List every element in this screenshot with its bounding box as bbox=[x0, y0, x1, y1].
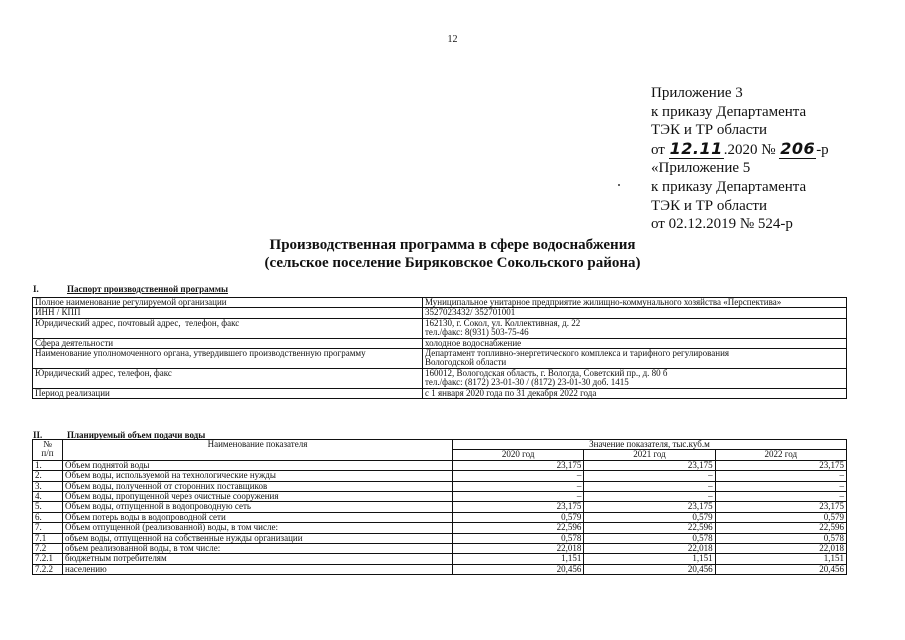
passport-field-value: холодное водоснабжение bbox=[423, 338, 847, 348]
row-number: 6. bbox=[33, 512, 63, 522]
passport-row bbox=[33, 308, 847, 318]
passport-field-label: Период реализации bbox=[33, 388, 423, 398]
order-prefix: от bbox=[651, 141, 665, 158]
value-2020: 23,175 bbox=[453, 502, 584, 512]
passport-row bbox=[33, 349, 847, 369]
water-volume-table bbox=[32, 439, 847, 575]
table-row bbox=[33, 533, 847, 543]
value-2020: 0,578 bbox=[453, 533, 584, 543]
value-2022: 0,579 bbox=[715, 512, 846, 522]
value-2020: 1,151 bbox=[453, 554, 584, 564]
value-2021: – bbox=[584, 492, 715, 502]
passport-row bbox=[33, 368, 847, 388]
section-number: I. bbox=[33, 284, 39, 294]
passport-field-value: 162130, г. Сокол, ул. Коллективная, д. 22 тел./факс: 8(931) 503-75-46 bbox=[423, 318, 847, 338]
value-2021: 1,151 bbox=[584, 554, 715, 564]
value-2022: 20,456 bbox=[715, 564, 846, 574]
passport-field-label: Наименование уполномоченного органа, утвердившего производственную программу bbox=[33, 349, 423, 369]
table-row bbox=[33, 564, 847, 574]
value-2020: 22,018 bbox=[453, 544, 584, 554]
indicator-name: Объем поднятой воды bbox=[63, 460, 453, 470]
header-number: № п/п bbox=[33, 440, 63, 461]
passport-field-value: Муниципальное унитарное предприятие жилищно-коммунального хозяйства «Перспектива» bbox=[423, 298, 847, 308]
appendix-order-line bbox=[651, 140, 829, 160]
value-2022: 0,578 bbox=[715, 533, 846, 543]
order-suffix: -р bbox=[816, 141, 829, 158]
passport-field-label: Полное наименование регулируемой организации bbox=[33, 298, 423, 308]
header-indicator-name: Наименование показателя bbox=[63, 440, 453, 461]
row-number: 7.2.2 bbox=[33, 564, 63, 574]
value-2022: 23,175 bbox=[715, 502, 846, 512]
appendix-line: Приложение 3 bbox=[651, 85, 743, 101]
row-number: 5. bbox=[33, 502, 63, 512]
passport-row bbox=[33, 298, 847, 308]
passport-table bbox=[32, 297, 847, 399]
indicator-name: Объем отпущенной (реализованной) воды, в том числе: bbox=[63, 523, 453, 533]
table-row bbox=[33, 554, 847, 564]
table-row bbox=[33, 471, 847, 481]
value-2020: 22,596 bbox=[453, 523, 584, 533]
value-2021: – bbox=[584, 471, 715, 481]
header-value-group: Значение показателя, тыс.куб.м bbox=[453, 440, 847, 450]
passport-field-label: Юридический адрес, телефон, факс bbox=[33, 368, 423, 388]
handwritten-number: 206 bbox=[780, 138, 816, 158]
table-row bbox=[33, 544, 847, 554]
value-2021: 22,596 bbox=[584, 523, 715, 533]
passport-field-label: Сфера деятельности bbox=[33, 338, 423, 348]
passport-row bbox=[33, 338, 847, 348]
scan-speck bbox=[618, 184, 620, 186]
appendix-line: ТЭК и ТР области bbox=[651, 122, 767, 139]
row-number: 2. bbox=[33, 471, 63, 481]
indicator-name: объем реализованной воды, в том числе: bbox=[63, 544, 453, 554]
title-line: Производственная программа в сфере водоснабжения bbox=[269, 237, 636, 253]
row-number: 7.1 bbox=[33, 533, 63, 543]
value-2022: – bbox=[715, 471, 846, 481]
passport-row bbox=[33, 318, 847, 338]
handwritten-date: 12.11 bbox=[669, 138, 723, 158]
row-number: 3. bbox=[33, 481, 63, 491]
order-year: .2020 № bbox=[723, 141, 776, 158]
indicator-name: Объем потерь воды в водопроводной сети bbox=[63, 512, 453, 522]
indicator-name: бюджетным потребителям bbox=[63, 554, 453, 564]
row-number: 7. bbox=[33, 523, 63, 533]
table-row bbox=[33, 460, 847, 470]
row-number: 1. bbox=[33, 460, 63, 470]
header-year: 2021 год bbox=[584, 450, 715, 460]
appendix-line: ТЭК и ТР области bbox=[651, 197, 767, 214]
table-row bbox=[33, 512, 847, 522]
value-2022: 22,596 bbox=[715, 523, 846, 533]
indicator-name: населению bbox=[63, 564, 453, 574]
section1-heading bbox=[33, 284, 228, 294]
value-2021: 23,175 bbox=[584, 460, 715, 470]
appendix-line: к приказу Департамента bbox=[651, 103, 807, 120]
value-2022: 23,175 bbox=[715, 460, 846, 470]
header-year: 2022 год bbox=[715, 450, 846, 460]
header-year: 2020 год bbox=[453, 450, 584, 460]
appendix-line: «Приложение 5 bbox=[651, 160, 751, 177]
passport-field-value: 160012, Вологодская область, г. Вологда, Советский пр., д. 80 б тел./факс: (8172) 23-01-30 / (8172) 23-01-30 доб. 1415 bbox=[423, 368, 847, 388]
indicator-name: Объем воды, полученной от сторонних поставщиков bbox=[63, 481, 453, 491]
table-row bbox=[33, 492, 847, 502]
value-2021: 0,579 bbox=[584, 512, 715, 522]
passport-row bbox=[33, 388, 847, 398]
value-2022: 1,151 bbox=[715, 554, 846, 564]
value-2021: 20,456 bbox=[584, 564, 715, 574]
indicator-name: Объем воды, отпущенной в водопроводную сеть bbox=[63, 502, 453, 512]
passport-field-value: Департамент топливно-энергетического комплекса и тарифного регулирования Вологодской области bbox=[423, 349, 847, 369]
passport-field-label: Юридический адрес, почтовый адрес, телефон, факс bbox=[33, 318, 423, 338]
section-title: Планируемый объем подачи воды bbox=[67, 430, 206, 440]
document-title bbox=[0, 236, 905, 272]
appendix-line: к приказу Департамента bbox=[651, 178, 807, 195]
value-2021: 22,018 bbox=[584, 544, 715, 554]
page-number: 12 bbox=[447, 34, 458, 45]
value-2021: 23,175 bbox=[584, 502, 715, 512]
appendix-block bbox=[651, 84, 829, 234]
row-number: 7.2.1 bbox=[33, 554, 63, 564]
section-title: Паспорт производственной программы bbox=[67, 284, 228, 294]
value-2022: – bbox=[715, 492, 846, 502]
table-row bbox=[33, 481, 847, 491]
value-2020: 23,175 bbox=[453, 460, 584, 470]
passport-field-label: ИНН / КПП bbox=[33, 308, 423, 318]
row-number: 4. bbox=[33, 492, 63, 502]
value-2020: 0,579 bbox=[453, 512, 584, 522]
title-line: (сельское поселение Биряковское Сокольского района) bbox=[264, 255, 641, 271]
value-2021: 0,578 bbox=[584, 533, 715, 543]
passport-field-value: с 1 января 2020 года по 31 декабря 2022 года bbox=[423, 388, 847, 398]
value-2021: – bbox=[584, 481, 715, 491]
table-row bbox=[33, 502, 847, 512]
value-2022: – bbox=[715, 481, 846, 491]
appendix-line: от 02.12.2019 № 524-р bbox=[651, 216, 793, 233]
section-number: II. bbox=[33, 430, 43, 440]
indicator-name: Объем воды, используемой на технологические нужды bbox=[63, 471, 453, 481]
value-2020: – bbox=[453, 481, 584, 491]
value-2022: 22,018 bbox=[715, 544, 846, 554]
value-2020: – bbox=[453, 492, 584, 502]
indicator-name: Объем воды, пропущенной через очистные сооружения bbox=[63, 492, 453, 502]
passport-field-value: 3527023432/ 352701001 bbox=[423, 308, 847, 318]
value-2020: 20,456 bbox=[453, 564, 584, 574]
value-2020: – bbox=[453, 471, 584, 481]
table-row bbox=[33, 523, 847, 533]
row-number: 7.2 bbox=[33, 544, 63, 554]
indicator-name: объем воды, отпущенной на собственные нужды организации bbox=[63, 533, 453, 543]
